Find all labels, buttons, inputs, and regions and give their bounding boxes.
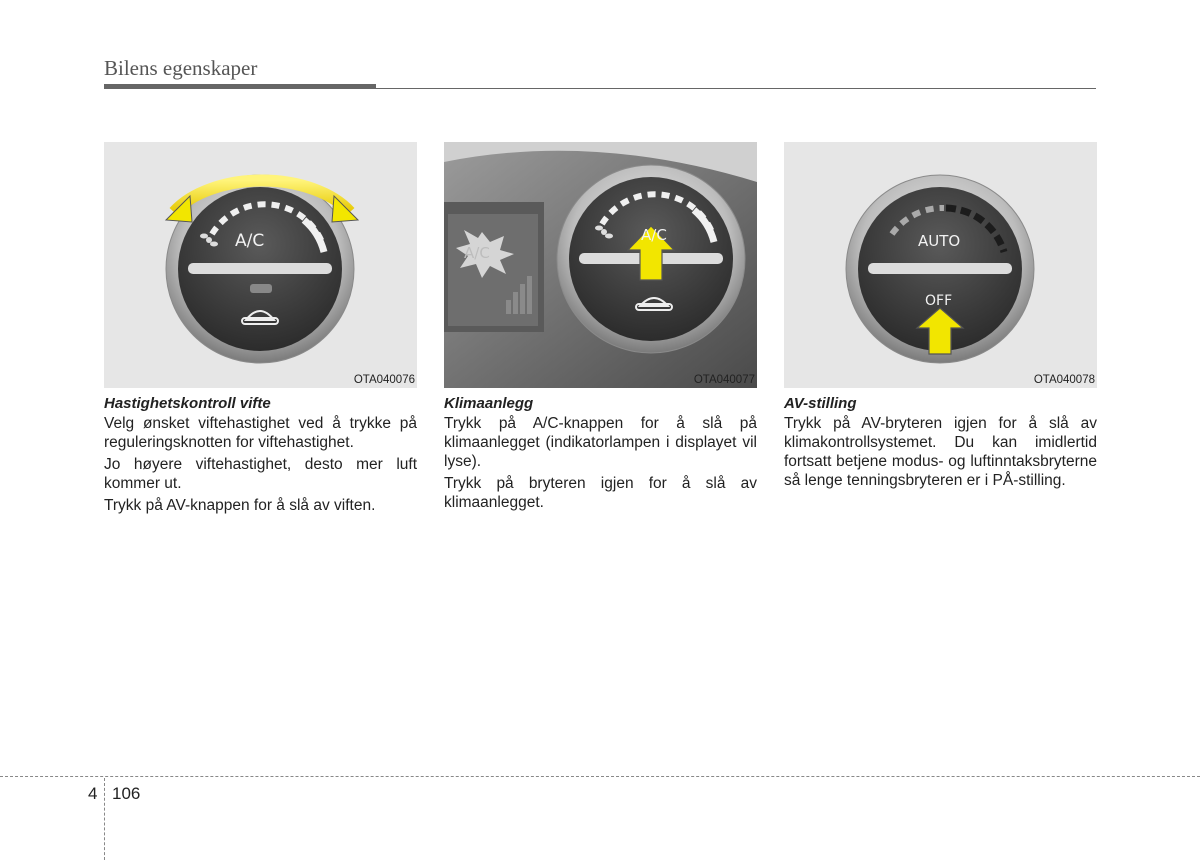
figure-fan-speed [104, 142, 417, 388]
paragraph: Trykk på AV-knappen for å slå av viften. [104, 497, 376, 514]
figure-air-conditioning [444, 142, 757, 388]
section-caption: AV-stilling [784, 395, 857, 412]
off-label: OFF [925, 293, 953, 309]
auto-off-knob-illustration [784, 142, 1097, 388]
section-caption: Hastighetskontroll vifte [104, 395, 271, 412]
footer-vertical-divider [104, 778, 105, 860]
figure-off-position [784, 142, 1097, 388]
section-fan-speed [104, 142, 417, 515]
paragraph: Velg ønsket viftehastighet ved å trykke på reguleringsknotten for viftehastighet. [104, 415, 417, 451]
header-rule-thick [104, 84, 376, 89]
paragraph: Trykk på AV-bryteren igjen for å slå av klimakontrollsystemet. Du kan imidlertid fortsatt betjene modus- og luftinntaksbryterne så lenge tenningsbryteren er i PÅ-stilling. [784, 415, 1097, 489]
header-rule-thin [376, 88, 1096, 89]
display-ac-label: A/C [464, 244, 490, 262]
knob-label: AUTO [918, 232, 961, 250]
paragraph: Trykk på bryteren igjen for å slå av klimaanlegget. [444, 475, 757, 511]
section-caption: Klimaanlegg [444, 395, 534, 412]
page-header-title: Bilens egenskaper [104, 56, 258, 80]
section-off-position [784, 142, 1097, 490]
figure-code: OTA040076 [353, 374, 415, 386]
footer-divider [0, 776, 1200, 777]
paragraph: Jo høyere viftehastighet, desto mer luft kommer ut. [104, 456, 417, 492]
figure-code: OTA040078 [1033, 374, 1095, 386]
figure-code: OTA040077 [693, 374, 755, 386]
paragraph: Trykk på A/C-knappen for å slå på klimaanlegget (indikatorlampen i displayet vil lyse). [444, 415, 757, 470]
fan-knob-illustration [104, 142, 417, 388]
knob-label: A/C [235, 231, 265, 251]
page-number: 106 [112, 784, 141, 803]
section-air-conditioning [444, 142, 757, 512]
chapter-number: 4 [88, 784, 98, 803]
knob-label: A/C [641, 226, 667, 244]
ac-knob-illustration [444, 142, 757, 388]
